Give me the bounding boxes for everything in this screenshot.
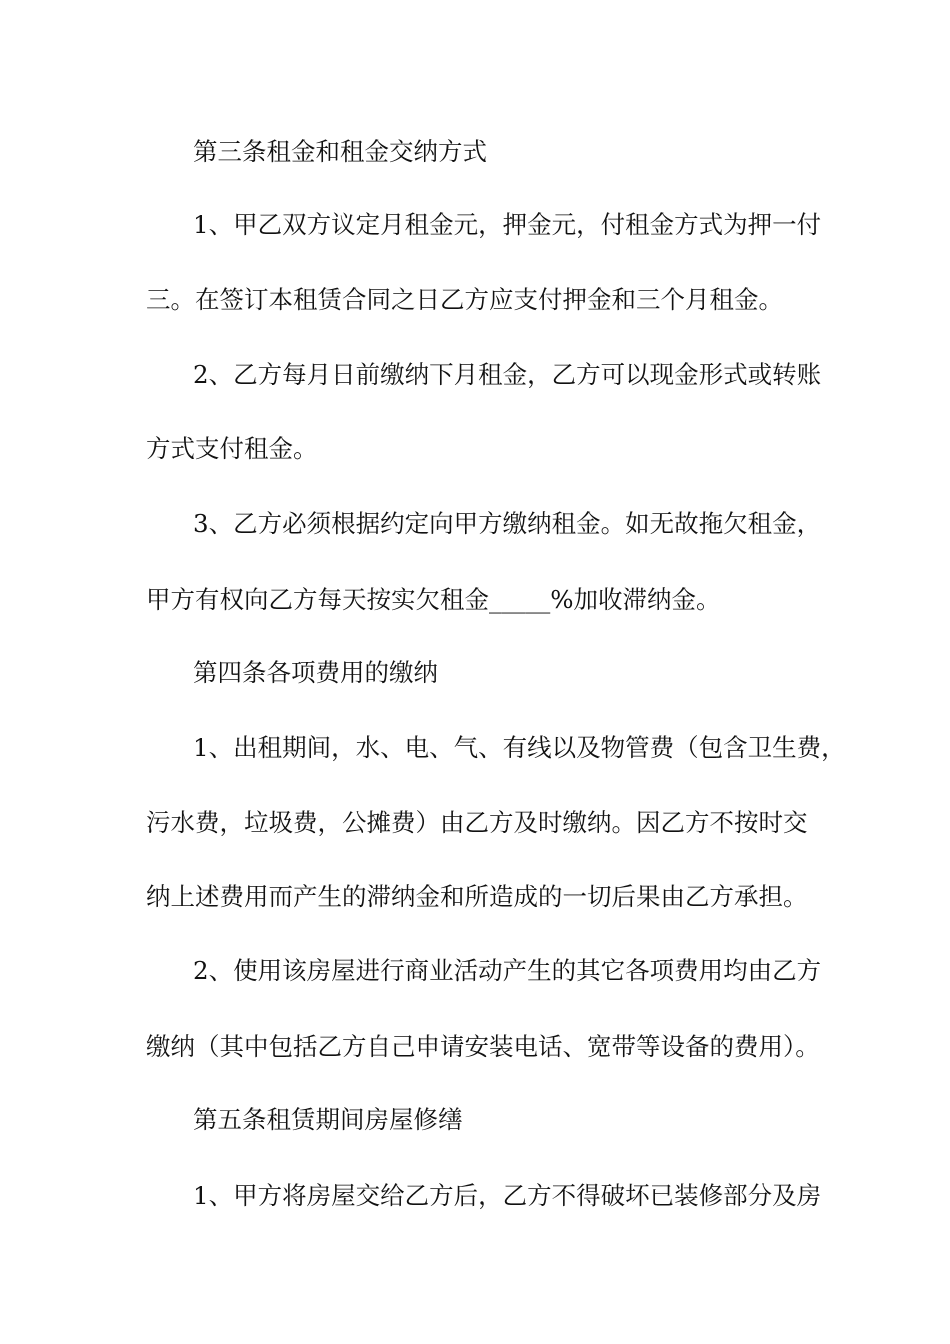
paragraph-line: 1、甲方将房屋交给乙方后，乙方不得破坏已装修部分及房 xyxy=(193,1181,822,1210)
paragraph-line: 1、出租期间，水、电、气、有线以及物管费（包含卫生费， xyxy=(193,733,846,762)
paragraph-line: 方式支付租金。 xyxy=(146,434,318,463)
paragraph-line: 2、使用该房屋进行商业活动产生的其它各项费用均由乙方 xyxy=(193,956,822,985)
section-heading-4: 第四条各项费用的缴纳 xyxy=(193,658,438,687)
paragraph-line: 甲方有权向乙方每天按实欠租金_____%加收滞纳金。 xyxy=(146,585,721,614)
paragraph-line: 2、乙方每月日前缴纳下月租金，乙方可以现金形式或转账 xyxy=(193,360,822,389)
section-heading-5: 第五条租赁期间房屋修缮 xyxy=(193,1105,463,1134)
paragraph-line: 污水费，垃圾费，公摊费）由乙方及时缴纳。因乙方不按时交 xyxy=(146,808,808,837)
paragraph-line: 纳上述费用而产生的滞纳金和所造成的一切后果由乙方承担。 xyxy=(146,882,808,911)
paragraph-line: 三。在签订本租赁合同之日乙方应支付押金和三个月租金。 xyxy=(146,285,783,314)
paragraph-line: 1、甲乙双方议定月租金元，押金元，付租金方式为押一付 xyxy=(193,210,822,239)
paragraph-line: 3、乙方必须根据约定向甲方缴纳租金。如无故拖欠租金， xyxy=(193,509,822,538)
section-heading-3: 第三条租金和租金交纳方式 xyxy=(193,137,487,166)
paragraph-line: 缴纳（其中包括乙方自己申请安装电话、宽带等设备的费用）。 xyxy=(146,1032,820,1061)
